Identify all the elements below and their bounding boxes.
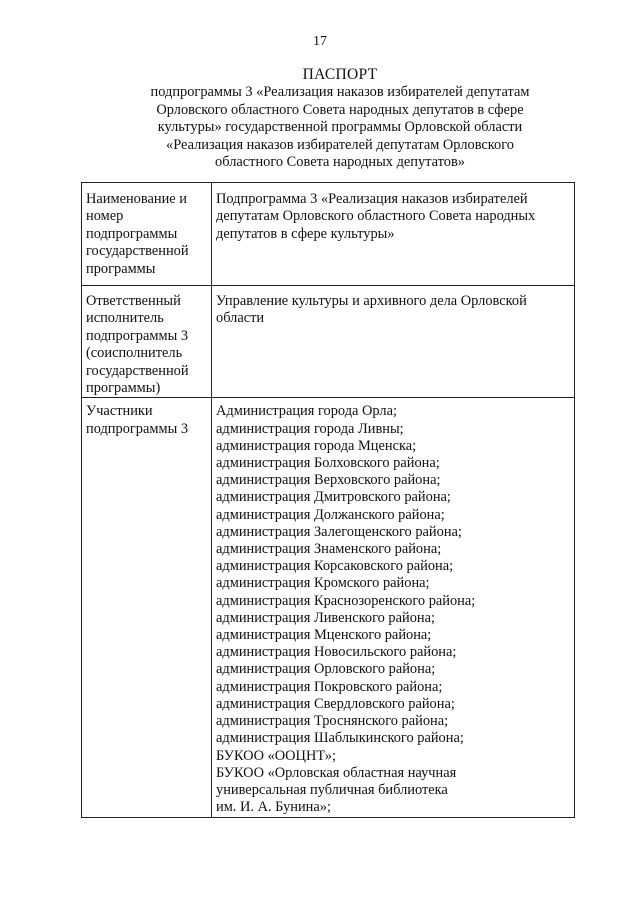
table-row-name — [82, 183, 575, 286]
label-cell — [82, 286, 212, 398]
title-line: «Реализация наказов избирателей депутатам Орловского — [166, 136, 514, 153]
title-line: подпрограммы 3 «Реализация наказов избирателей депутатам — [150, 84, 530, 100]
document-title — [80, 66, 600, 172]
value-cell — [212, 286, 575, 398]
row-value: Подпрограмма 3 «Реализация наказов избирателей депутатам Орловского областного Совета народных депутатов в сфере культуры» — [216, 191, 536, 242]
row-label: Ответственный исполнитель подпрограммы 3 (соисполнитель государственной программы) — [86, 293, 189, 397]
value-cell — [212, 398, 575, 818]
table-row-responsible — [82, 286, 575, 398]
row-value: Администрация города Орла; администрация города Ливны; администрация города Мценска; администрация Болховского района; администрация Верховского района; администрация Дмитровского района; администрация Должанского района; администрация Залегощенского района; администрация Знаменского района; администрация Корсаковского района; администрация Кромского района; администрация Краснозоренского района; администрация Ливенского района; администрация Мценского района; администрация Новосильского района; администрация Орловского района; администрация Покровского района; администрация Свердловского района; администрация Троснянского района; администрация Шаблыкинского района; БУКОО «ООЦНТ»; БУКОО «Орловская областная научная универсальная публичная библиотека им. И. А. Бунина»; — [216, 403, 476, 816]
title-line: областного Совета народных депутатов» — [215, 154, 465, 171]
row-label: Наименование и номер подпрограммы государственной программы — [86, 191, 189, 277]
page-number: 17 — [313, 34, 327, 49]
passport-table — [81, 182, 575, 818]
value-cell — [212, 183, 575, 286]
title-line: культуры» государственной программы Орловской области — [157, 119, 523, 136]
label-cell — [82, 183, 212, 286]
title-heading: ПАСПОРТ — [302, 66, 378, 83]
label-cell — [82, 398, 212, 818]
row-label: Участники подпрограммы 3 — [86, 403, 189, 437]
title-line: Орловского областного Совета народных депутатов в сфере — [156, 101, 524, 118]
row-value: Управление культуры и архивного дела Орловской области — [216, 293, 527, 327]
table-row-participants — [82, 398, 575, 818]
